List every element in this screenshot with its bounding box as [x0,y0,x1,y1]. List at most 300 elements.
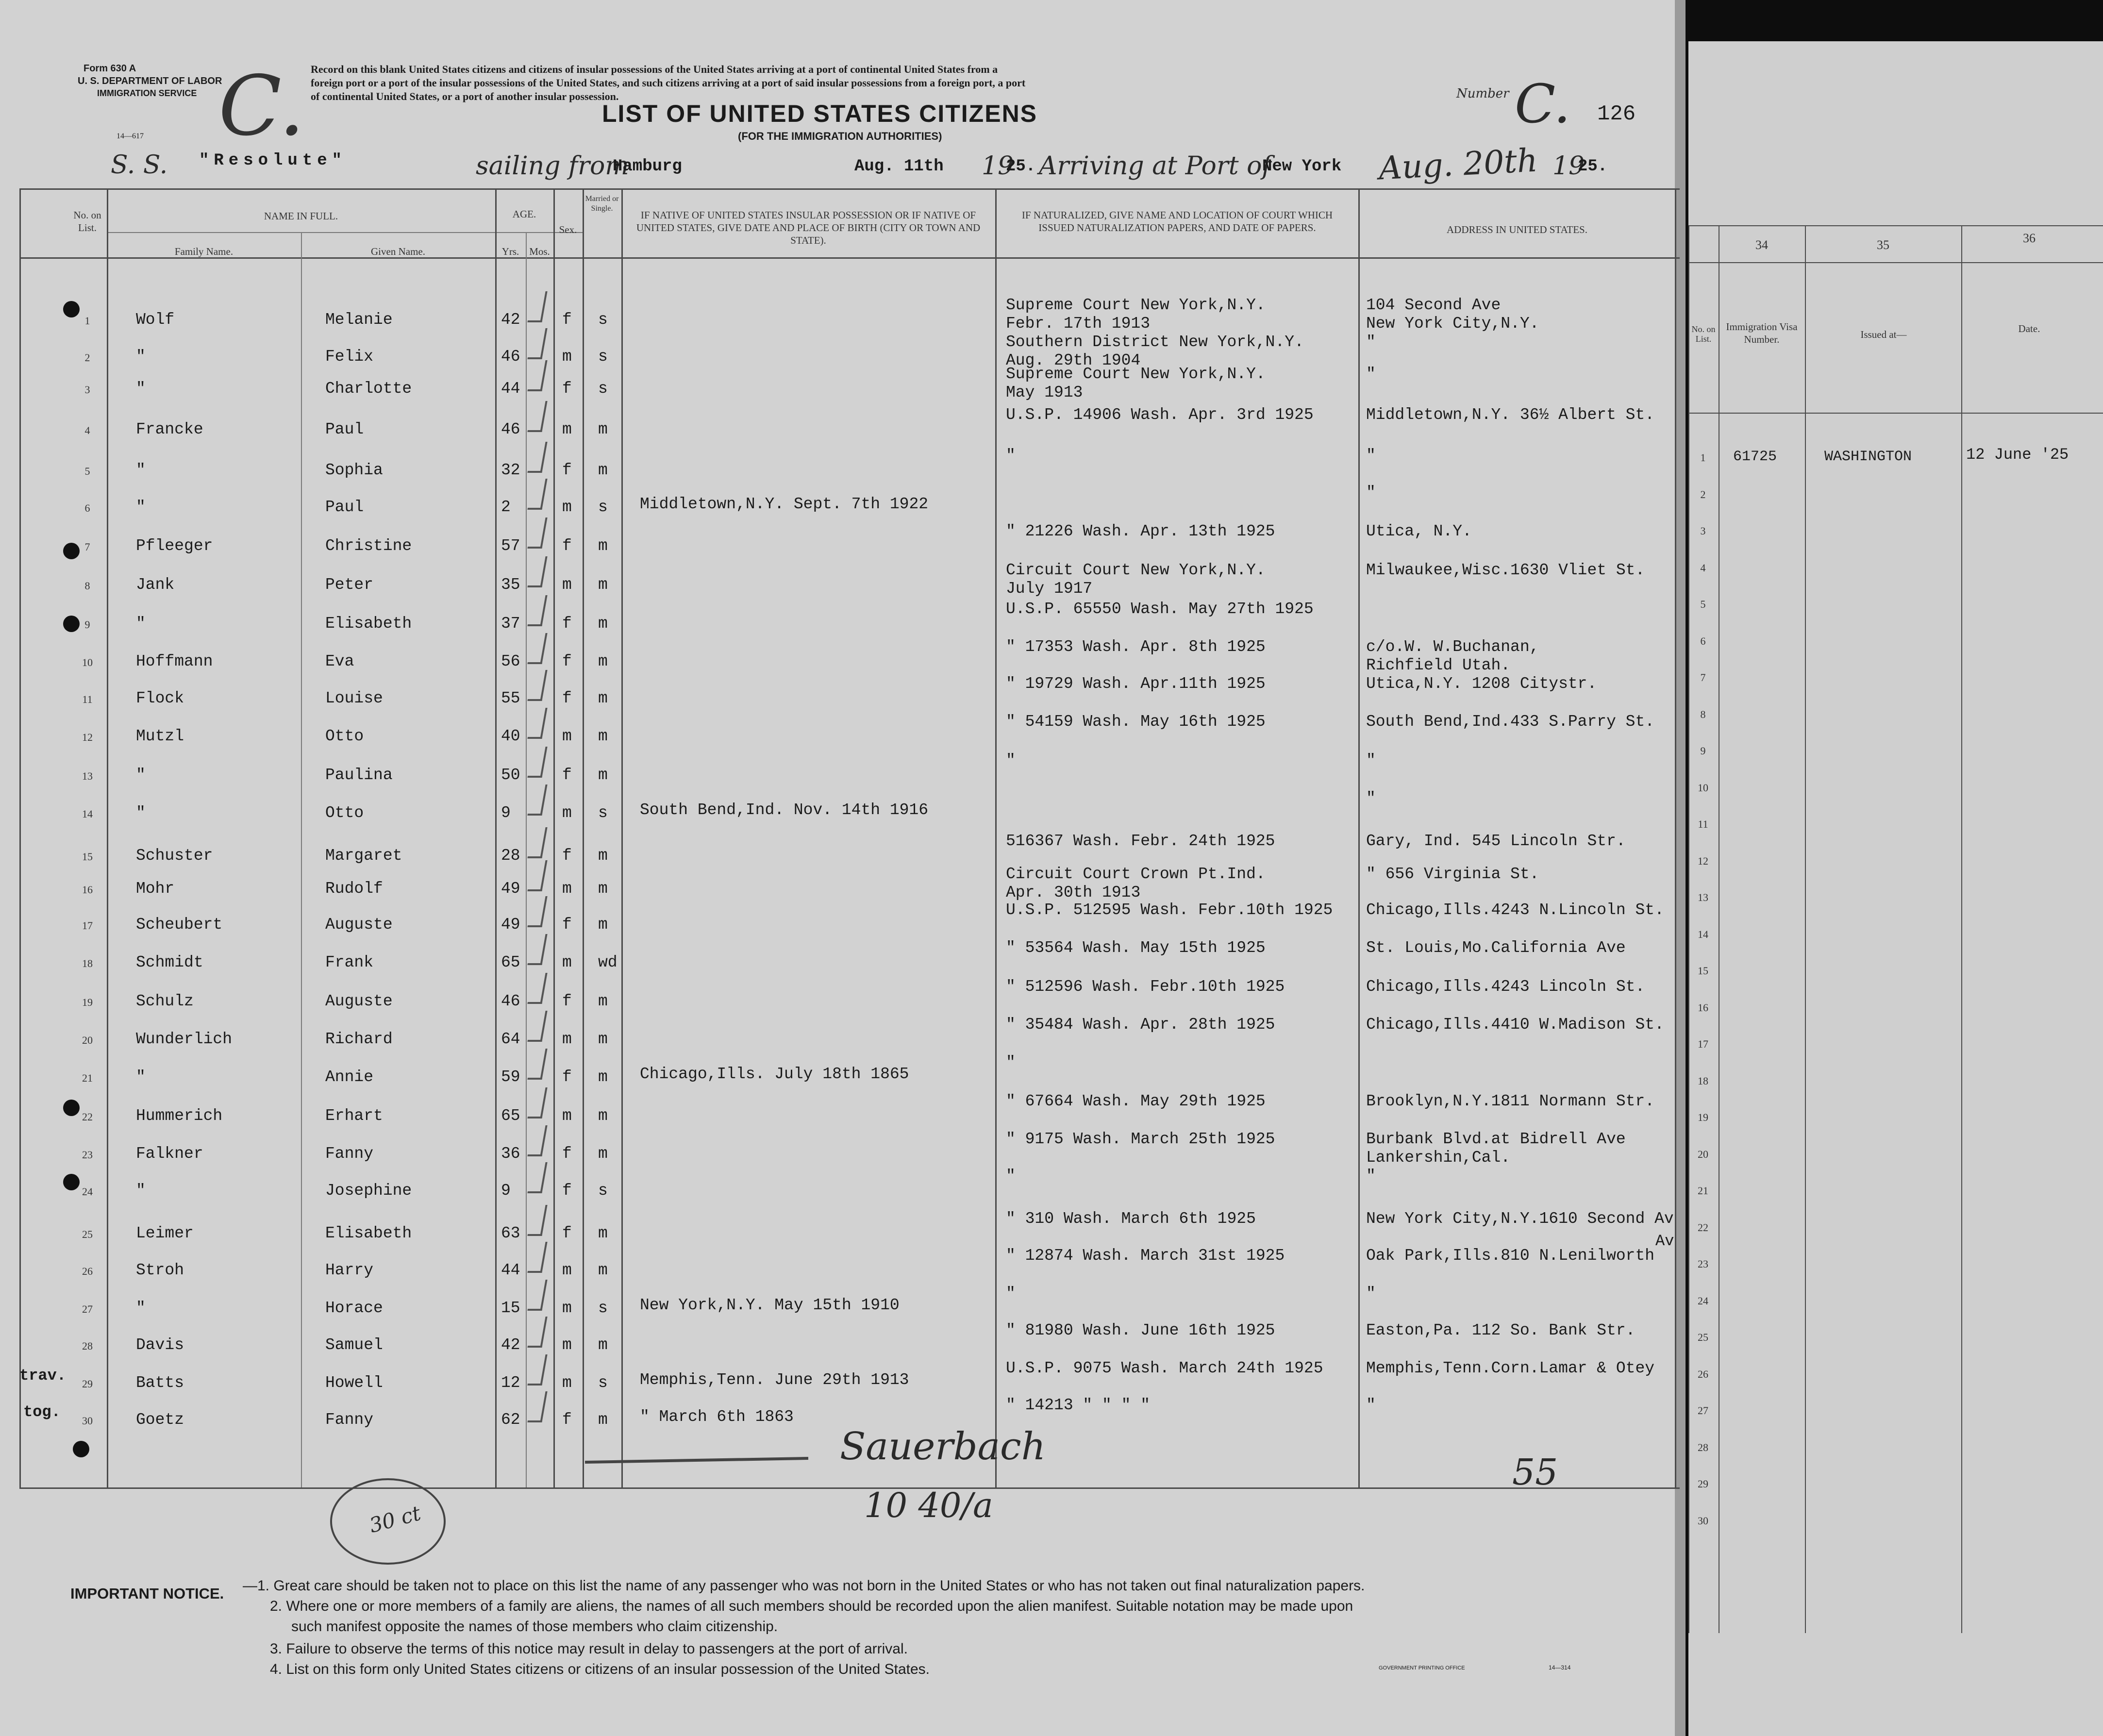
row-addr1: Brooklyn,N.Y.1811 Normann Str. [1366,1092,1655,1110]
row-n: 13 [82,770,93,782]
instruction-line-3: of continental United States, or a port of another insular possession. [311,90,619,102]
right-row-number: 28 [1698,1441,1708,1453]
row-given: Auguste [325,916,393,934]
printer-imprint: GOVERNMENT PRINTING OFFICE [1379,1665,1465,1671]
row-family: Goetz [136,1411,184,1429]
row-nat1: " 12874 Wash. March 31st 1925 [1006,1247,1285,1265]
row-addr1: " [1366,1285,1376,1302]
table-bottom-rule [19,1487,1680,1489]
right-col-number-rule [1688,262,2103,263]
right-row-number: 1 [1700,451,1706,464]
punch-hole [63,1174,80,1190]
page-title: LIST OF UNITED STATES CITIZENS [602,100,1038,127]
right-rule-2 [1805,225,1806,1633]
instruction-line-2: foreign port or a port of the insular possessions of the United States, and such citizens arriving at a port of said insular possessions from a foreign port, a port [311,77,1026,89]
row-given: Sophia [325,461,383,479]
row-nat1: " 67664 Wash. May 29th 1925 [1006,1092,1266,1110]
row-addr1: Milwaukee,Wisc.1630 Vliet St. [1366,561,1645,579]
subheader-rule [107,232,583,233]
right-row-number: 30 [1698,1514,1708,1527]
row-ms: s [598,380,608,398]
row-addr2: New York City,N.Y. [1366,315,1539,333]
row-ms: s [598,498,608,516]
row-yrs: 40 [501,727,520,745]
row-yrs: 15 [501,1299,520,1317]
row-given: Melanie [325,311,393,329]
row-n: 25 [82,1228,93,1240]
right-row-number: 15 [1698,965,1708,977]
punch-hole [63,543,80,559]
margin-note-trav: trav. [19,1367,67,1385]
row-nat1: Circuit Court New York,N.Y. [1006,561,1266,579]
row-n: 14 [82,808,93,820]
row-family: Mutzl [136,727,184,745]
right-rule-3 [1961,225,1962,1633]
number-label: Number [1456,86,1509,101]
row-nat1: " [1006,447,1016,465]
row-yrs: 9 [501,1182,511,1200]
row-nat2: Aug. 29th 1904 [1006,351,1141,369]
right-row-number: 14 [1698,928,1708,940]
right-row-number: 2 [1700,488,1706,501]
arrival-year-prefix: 19 [1552,151,1585,181]
row-sex: f [562,461,572,479]
row-ms: m [598,420,608,438]
year-prefix: 19 [982,151,1014,181]
row-sex: m [562,576,572,594]
row-ms: s [598,1374,608,1392]
row-addr1: Burbank Blvd.at Bidrell Ave [1366,1130,1626,1148]
row-nat2: July 1917 [1006,580,1093,598]
row-n: 17 [82,919,93,932]
row-ms: m [598,1068,608,1086]
row-n: 18 [82,957,93,969]
right-row-number: 3 [1700,525,1706,537]
right-row-number: 25 [1698,1331,1708,1343]
row-nat1: " 53564 Wash. May 15th 1925 [1006,939,1266,957]
row-nat1: " 17353 Wash. Apr. 8th 1925 [1006,638,1266,656]
right-col-36: 36 [2023,231,2036,245]
row-yrs: 62 [501,1411,520,1429]
row-addr1: Middletown,N.Y. 36½ Albert St. [1366,406,1655,424]
header-given-name: Given Name. [371,246,425,257]
row-nat1: " 81980 Wash. June 16th 1925 [1006,1321,1275,1339]
row-given: Elisabeth [325,615,412,633]
row-addr1: South Bend,Ind.433 S.Parry St. [1366,713,1655,731]
instruction-line-1: Record on this blank United States citizens and citizens of insular possessions of the United States arriving at a port of continental United States from a [311,63,998,75]
row-given: Howell [325,1374,383,1392]
row-sex: f [562,992,572,1010]
header-age: AGE. [512,208,536,220]
row-yrs: 49 [501,916,520,934]
right-col-34: 34 [1755,238,1768,252]
row-addr1: " [1366,365,1376,383]
row-n: 29 [82,1378,93,1390]
row-sex: f [562,916,572,934]
row-family: " [136,804,146,822]
row-ms: m [598,916,608,934]
row-addr1: " [1366,1396,1376,1414]
punch-hole [63,1100,80,1116]
left-rule [19,188,21,1487]
col-rule-8 [995,188,997,1487]
row-family: " [136,348,146,366]
row-yrs: 46 [501,420,520,438]
row-family: " [136,1299,146,1317]
col-rule-9 [1358,188,1360,1487]
col-rule-5 [553,188,555,1487]
right-row-number: 22 [1698,1221,1708,1234]
row-sex: m [562,880,572,898]
header-birth-info: IF NATIVE OF UNITED STATES INSULAR POSSESSION OR IF NATIVE OF UNITED STATES, GIVE DATE AND PLACE OF BIRTH (CITY OR TOWN AND STATE). [636,209,981,246]
col-rule-6 [583,188,584,1487]
form-number-value: 126 [1597,102,1636,126]
col-rule-4 [526,232,527,1487]
row-addr1: Chicago,Ills.4243 N.Lincoln St. [1366,901,1664,919]
row-given: Erhart [325,1107,383,1125]
row-ms: m [598,1030,608,1048]
col-rule-3 [495,188,497,1487]
row-addr1: New York City,N.Y.1610 Second Av [1366,1210,1674,1228]
right-row-number: 12 [1698,854,1708,867]
row-given: Annie [325,1068,374,1086]
row-ms: m [598,1261,608,1279]
row-birth: Middletown,N.Y. Sept. 7th 1922 [640,495,929,513]
row-n: 26 [82,1265,93,1277]
row-ms: m [598,880,608,898]
row-addr2: Lankershin,Cal. [1366,1149,1511,1167]
row-addr1: Chicago,Ills.4410 W.Madison St. [1366,1016,1664,1034]
row-family: Hoffmann [136,652,213,670]
row-n: 19 [82,996,93,1008]
row-n: 30 [82,1415,93,1427]
row-family: " [136,615,146,633]
right-row-number: 17 [1698,1038,1708,1050]
row-sex: f [562,1224,572,1242]
row-addr1: Chicago,Ills.4243 Lincoln St. [1366,978,1645,996]
row-nat1: " 512596 Wash. Febr.10th 1925 [1006,978,1285,996]
handwritten-fraction: 10 40/a [864,1486,993,1525]
row-yrs: 49 [501,880,520,898]
row-family: Falkner [136,1145,203,1163]
row-given: Richard [325,1030,393,1048]
row-ms: s [598,311,608,329]
handwritten-letter: C. [218,58,305,154]
row-family: Francke [136,420,203,438]
right-row-number: 26 [1698,1368,1708,1380]
row-n: 1 [84,315,90,327]
row-family: " [136,461,146,479]
row-n: 7 [84,541,90,553]
form-number: Form 630 A [83,63,136,74]
header-address: ADDRESS IN UNITED STATES. [1447,224,1587,235]
row-family: Scheubert [136,916,223,934]
row-yrs: 46 [501,992,520,1010]
row-yrs: 35 [501,576,520,594]
header-family-name: Family Name. [174,246,234,257]
row-sex: f [562,1145,572,1163]
row-nat1: Circuit Court Crown Pt.Ind. [1006,865,1266,883]
row-family: " [136,766,146,784]
row-birth: Memphis,Tenn. June 29th 1913 [640,1371,909,1389]
row-sex: f [562,380,572,398]
row-addr1: c/o.W. W.Buchanan, [1366,638,1539,656]
row-nat1: U.S.P. 14906 Wash. Apr. 3rd 1925 [1006,406,1314,424]
row-sex: f [562,689,572,707]
row-family: Mohr [136,880,175,898]
margin-note-tog: tog. [23,1403,61,1421]
header-naturalized: IF NATURALIZED, GIVE NAME AND LOCATION OF COURT WHICH ISSUED NATURALIZATION PAPERS, AND DATE OF PAPERS. [1021,209,1333,234]
row-nat1: " 19729 Wash. Apr.11th 1925 [1006,675,1266,693]
row-yrs: 56 [501,652,520,670]
row-addr1: 104 Second Ave [1366,296,1501,314]
row-nat2: Febr. 17th 1913 [1006,315,1151,333]
row-addr1: " [1366,333,1376,351]
row-sex: f [562,311,572,329]
row-ms: wd [598,953,618,971]
row-nat1: " [1006,751,1016,769]
page-mark: 55 [1512,1452,1558,1493]
notice-line-4: 3. Failure to observe the terms of this notice may result in delay to passengers at the port of arrival. [270,1641,908,1657]
row-given: Paulina [325,766,393,784]
right-row-number: 27 [1698,1404,1708,1417]
row-ms: m [598,652,608,670]
row-family: Schuster [136,847,213,865]
row-sex: f [562,537,572,555]
row-family: " [136,380,146,398]
sheet-edge [1675,0,1686,1736]
row-nat1: " 35484 Wash. Apr. 28th 1925 [1006,1016,1275,1034]
row-yrs: 59 [501,1068,520,1086]
row-given: Charlotte [325,380,412,398]
row-yrs: 55 [501,689,520,707]
row-n: 21 [82,1072,93,1084]
row-ms: m [598,689,608,707]
header-name-in-full: NAME IN FULL. [264,210,338,222]
row-n: 2 [84,351,90,364]
row-family: Jank [136,576,175,594]
row-ms: m [598,992,608,1010]
row-ms: m [598,461,608,479]
header-mos: Mos. [529,246,550,257]
row-addr1: " [1366,789,1376,807]
header-married-single: Married or Single. [585,195,619,213]
row-n: 27 [82,1303,93,1315]
header-sex: Sex. [559,224,577,235]
row-nat2: May 1913 [1006,384,1083,401]
row-given: Frank [325,953,374,971]
header-no-on-list: No. on List. [73,209,101,234]
row-sex: m [562,1336,572,1354]
row-n: 16 [82,884,93,896]
row-ms: m [598,1107,608,1125]
right-row-number: 29 [1698,1478,1708,1490]
punch-hole [73,1441,89,1457]
row-n: 6 [84,502,90,514]
row-sex: m [562,420,572,438]
row-ms: m [598,537,608,555]
header-yrs: Yrs. [501,246,519,257]
row-nat1: " [1006,1053,1016,1071]
col-rule-1 [107,188,108,1487]
row-n: 9 [84,618,90,631]
row-nat1: U.S.P. 9075 Wash. March 24th 1925 [1006,1359,1323,1377]
row-family: Davis [136,1336,184,1354]
row-n: 12 [82,731,93,743]
address-overflow-av: Av [1655,1232,1674,1250]
right-row-number: 6 [1700,634,1706,647]
row-addr1: Utica, N.Y. [1366,522,1472,540]
arriving-label: Arriving at Port of [1039,151,1271,181]
row-nat1: " [1006,1285,1016,1302]
row-family: Leimer [136,1224,194,1242]
row-ms: s [598,1299,608,1317]
row-given: Peter [325,576,374,594]
right-col-35: 35 [1877,238,1889,252]
row-n: 28 [82,1340,93,1352]
row-yrs: 9 [501,804,511,822]
row-sex: m [562,1261,572,1279]
row-sex: f [562,615,572,633]
row-ms: m [598,766,608,784]
row-sex: m [562,953,572,971]
row-given: Elisabeth [325,1224,412,1242]
row-addr1: Gary, Ind. 545 Lincoln Str. [1366,832,1626,850]
officer-signature: Sauerbach [840,1425,1046,1469]
row-addr1: " [1366,751,1376,769]
row-family: Pfleeger [136,537,213,555]
row-nat1: U.S.P. 65550 Wash. May 27th 1925 [1006,600,1314,618]
handwritten-number-prefix: C. [1515,73,1571,135]
row-ms: m [598,615,608,633]
row-ms: m [598,576,608,594]
row-sex: f [562,652,572,670]
row-given: Rudolf [325,880,383,898]
row-nat1: Southern District New York,N.Y. [1006,333,1304,351]
row-nat2: Apr. 30th 1913 [1006,884,1141,901]
row-family: Batts [136,1374,184,1392]
row-nat1: " 21226 Wash. Apr. 13th 1925 [1006,522,1275,540]
row-yrs: 63 [501,1224,520,1242]
row-yrs: 65 [501,953,520,971]
row-addr1: Oak Park,Ills.810 N.Lenilworth [1366,1247,1655,1265]
from-port: Hamburg [613,157,682,176]
row-yrs: 37 [501,615,520,633]
visa-issued-at: WASHINGTON [1824,449,1912,465]
col-rule-2 [301,232,302,1487]
row-family: Wunderlich [136,1030,233,1048]
row-nat1: " 310 Wash. March 6th 1925 [1006,1210,1256,1228]
row-family: " [136,1182,146,1200]
row-yrs: 65 [501,1107,520,1125]
punch-hole [63,301,80,317]
depart-year: 25. [1006,157,1036,176]
row-ms: m [598,1336,608,1354]
row-yrs: 64 [501,1030,520,1048]
arrival-port: New York [1262,157,1342,176]
continuation-sheet [1688,41,2103,1736]
row-ms: s [598,1182,608,1200]
row-n: 11 [82,693,93,705]
notice-label: IMPORTANT NOTICE. [70,1585,224,1602]
row-given: Felix [325,348,374,366]
row-addr1: " 656 Virginia St. [1366,865,1539,883]
row-ms: m [598,1145,608,1163]
row-given: Otto [325,804,364,822]
right-row-number: 11 [1698,818,1708,830]
service: IMMIGRATION SERVICE [97,88,197,98]
row-birth: " March 6th 1863 [640,1408,794,1426]
notice-line-1: —1. Great care should be taken not to place on this list the name of any passenger who was not born in the United States or who has not taken out final naturalization papers. [243,1578,1365,1594]
row-n: 8 [84,580,90,592]
arrival-year: 25. [1578,157,1608,176]
row-given: Eva [325,652,354,670]
form-code: 14—617 [117,132,144,140]
row-ms: s [598,348,608,366]
right-row-number: 5 [1700,598,1706,610]
right-row-number: 21 [1698,1185,1708,1197]
right-row-number: 18 [1698,1074,1708,1087]
notice-line-5: 4. List on this form only United States citizens or citizens of an insular possession of the United States. [270,1661,930,1677]
row-given: Paul [325,498,364,516]
row-given: Louise [325,689,383,707]
row-yrs: 50 [501,766,520,784]
row-nat1: Supreme Court New York,N.Y. [1006,365,1266,383]
right-row-number: 20 [1698,1148,1708,1160]
row-yrs: 44 [501,1261,520,1279]
row-addr1: " [1366,484,1376,501]
row-n: 23 [82,1149,93,1161]
row-addr2: Richfield Utah. [1366,656,1511,674]
row-given: Paul [325,420,364,438]
row-n: 5 [84,465,90,477]
row-sex: f [562,847,572,865]
row-birth: New York,N.Y. May 15th 1910 [640,1296,900,1314]
col-rule-7 [621,188,623,1487]
row-sex: m [562,727,572,745]
right-row-number: 23 [1698,1258,1708,1270]
row-sex: f [562,766,572,784]
row-family: Schmidt [136,953,203,971]
row-given: Margaret [325,847,402,865]
row-given: Josephine [325,1182,412,1200]
row-given: Christine [325,537,412,555]
row-given: Samuel [325,1336,383,1354]
right-header-date: Date. [2018,323,2040,334]
right-header-issued: Issued at— [1860,329,1907,340]
row-sex: f [562,1411,572,1429]
row-family: " [136,498,146,516]
row-nat1: " [1006,1167,1016,1185]
right-row-number: 13 [1698,891,1708,903]
row-family: Stroh [136,1261,184,1279]
row-family: " [136,1068,146,1086]
row-n: 24 [82,1185,93,1198]
right-row-number: 8 [1700,708,1706,720]
row-addr1: Utica,N.Y. 1208 Citystr. [1366,675,1597,693]
right-row-number: 4 [1700,561,1706,574]
row-yrs: 42 [501,311,520,329]
department: U. S. DEPARTMENT OF LABOR [78,76,222,86]
row-family: Hummerich [136,1107,223,1125]
row-n: 22 [82,1111,93,1123]
ship-name: "Resolute" [199,151,347,170]
row-sex: m [562,498,572,516]
row-ms: s [598,804,608,822]
row-yrs: 44 [501,380,520,398]
row-given: Horace [325,1299,383,1317]
row-sex: m [562,804,572,822]
